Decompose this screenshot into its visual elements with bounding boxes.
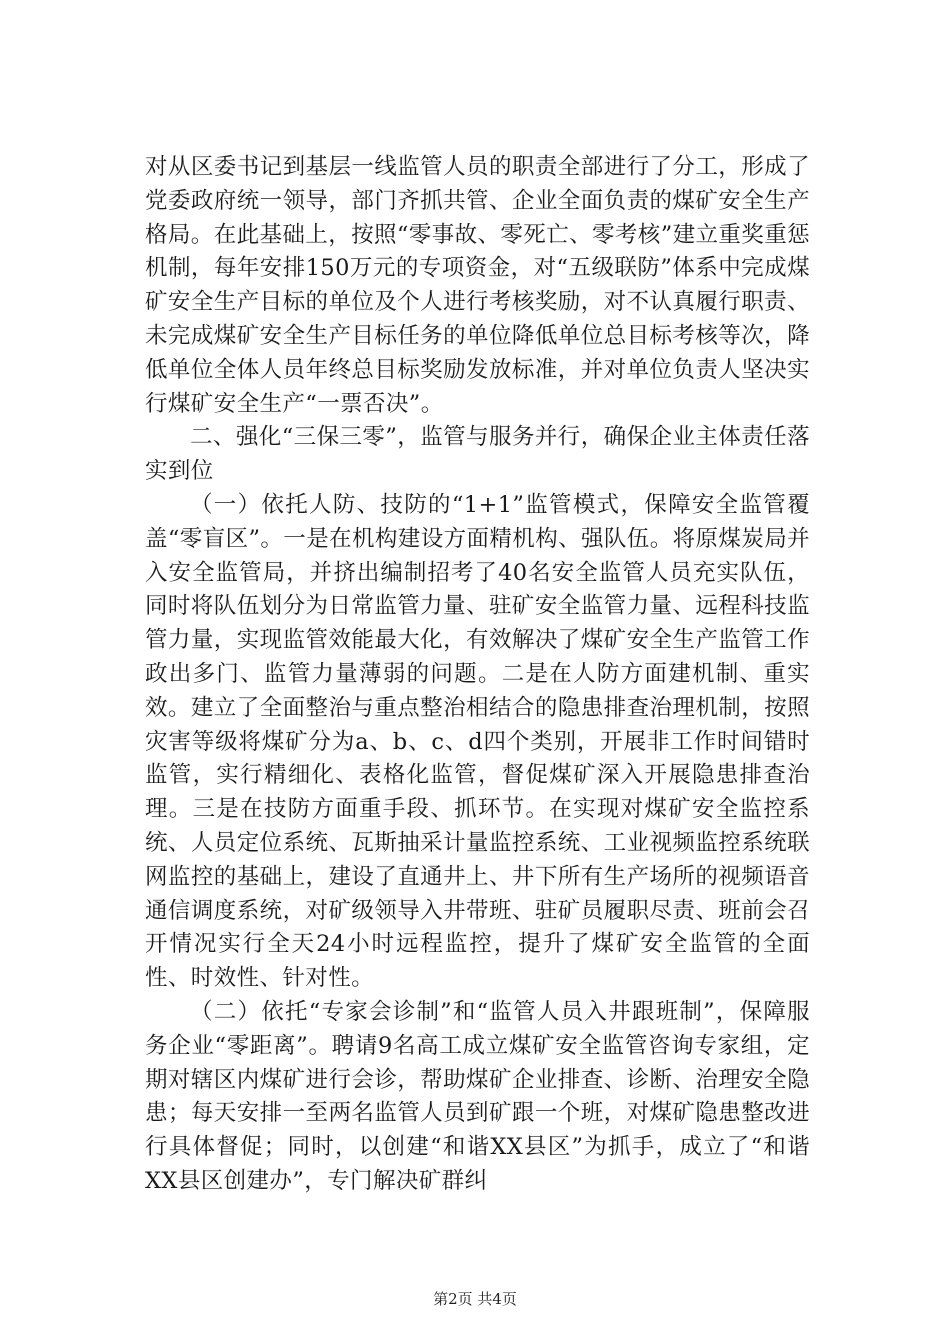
document-body (145, 151, 810, 1199)
page-footer (0, 1289, 950, 1309)
section-heading: 二、强化“三保三零”，监管与服务并行，确保企业主体责任落实到位 (145, 424, 810, 485)
paragraph-subsection-1: （一）依托人防、技防的“1+1”监管模式，保障安全监管覆盖“零盲区”。一是在机构建设方面精机构、强队伍。将原煤炭局并入安全监管局，并挤出编制招考了40名安全监管人员充实队伍，同时将队伍划分为日常监管力量、驻矿安全监管力量、远程科技监管力量，实现监管效能最大化，有效解决了煤矿安全生产监管工作政出多门、监管力量薄弱的问题。二是在人防方面建机制、重实效。建立了全面整治与重点整治相结合的隐患排查治理机制，按照灾害等级将煤矿分为a、b、c、d四个类别，开展非工作时间错时监管，实行精细化、表格化监管，督促煤矿深入开展隐患排查治理。三是在技防方面重手段、抓环节。在实现对煤矿安全监控系统、人员定位系统、瓦斯抽采计量监控系统、工业视频监控系统联网监控的基础上，建设了直通井上、井下所有生产场所的视频语音通信调度系统，对矿级领导入井带班、驻矿员履职尽责、班前会召开情况实行全天24小时远程监控，提升了煤矿安全监管的全面性、时效性、针对性。 (145, 491, 811, 992)
paragraph-subsection-2: （二）依托“专家会诊制”和“监管人员入井跟班制”，保障服务企业“零距离”。聘请9名高工成立煤矿安全监管咨询专家组，定期对辖区内煤矿进行会诊，帮助煤矿企业排查、诊断、治理安全隐患；每天安排一至两名监管人员到矿跟一个班，对煤矿隐患整改进行具体督促；同时，以创建“和谐XX县区”为抓手，成立了“和谐XX县区创建办”，专门解决矿群纠 (145, 998, 810, 1194)
page-number: 第2页 共4页 (433, 1290, 517, 1308)
paragraph-continuation: 对从区委书记到基层一线监管人员的职责全部进行了分工，形成了党委政府统一领导，部门齐抓共管、企业全面负责的煤矿安全生产格局。在此基础上，按照“零事故、零死亡、零考核”建立重奖重惩机制，每年安排150万元的专项资金，对“五级联防”体系中完成煤矿安全生产目标的单位及个人进行考核奖励，对不认真履行职责、未完成煤矿安全生产目标任务的单位降低单位总目标考核等次，降低单位全体人员年终总目标奖励发放标准，并对单位负责人坚决实行煤矿安全生产“一票否决”。 (145, 154, 811, 417)
